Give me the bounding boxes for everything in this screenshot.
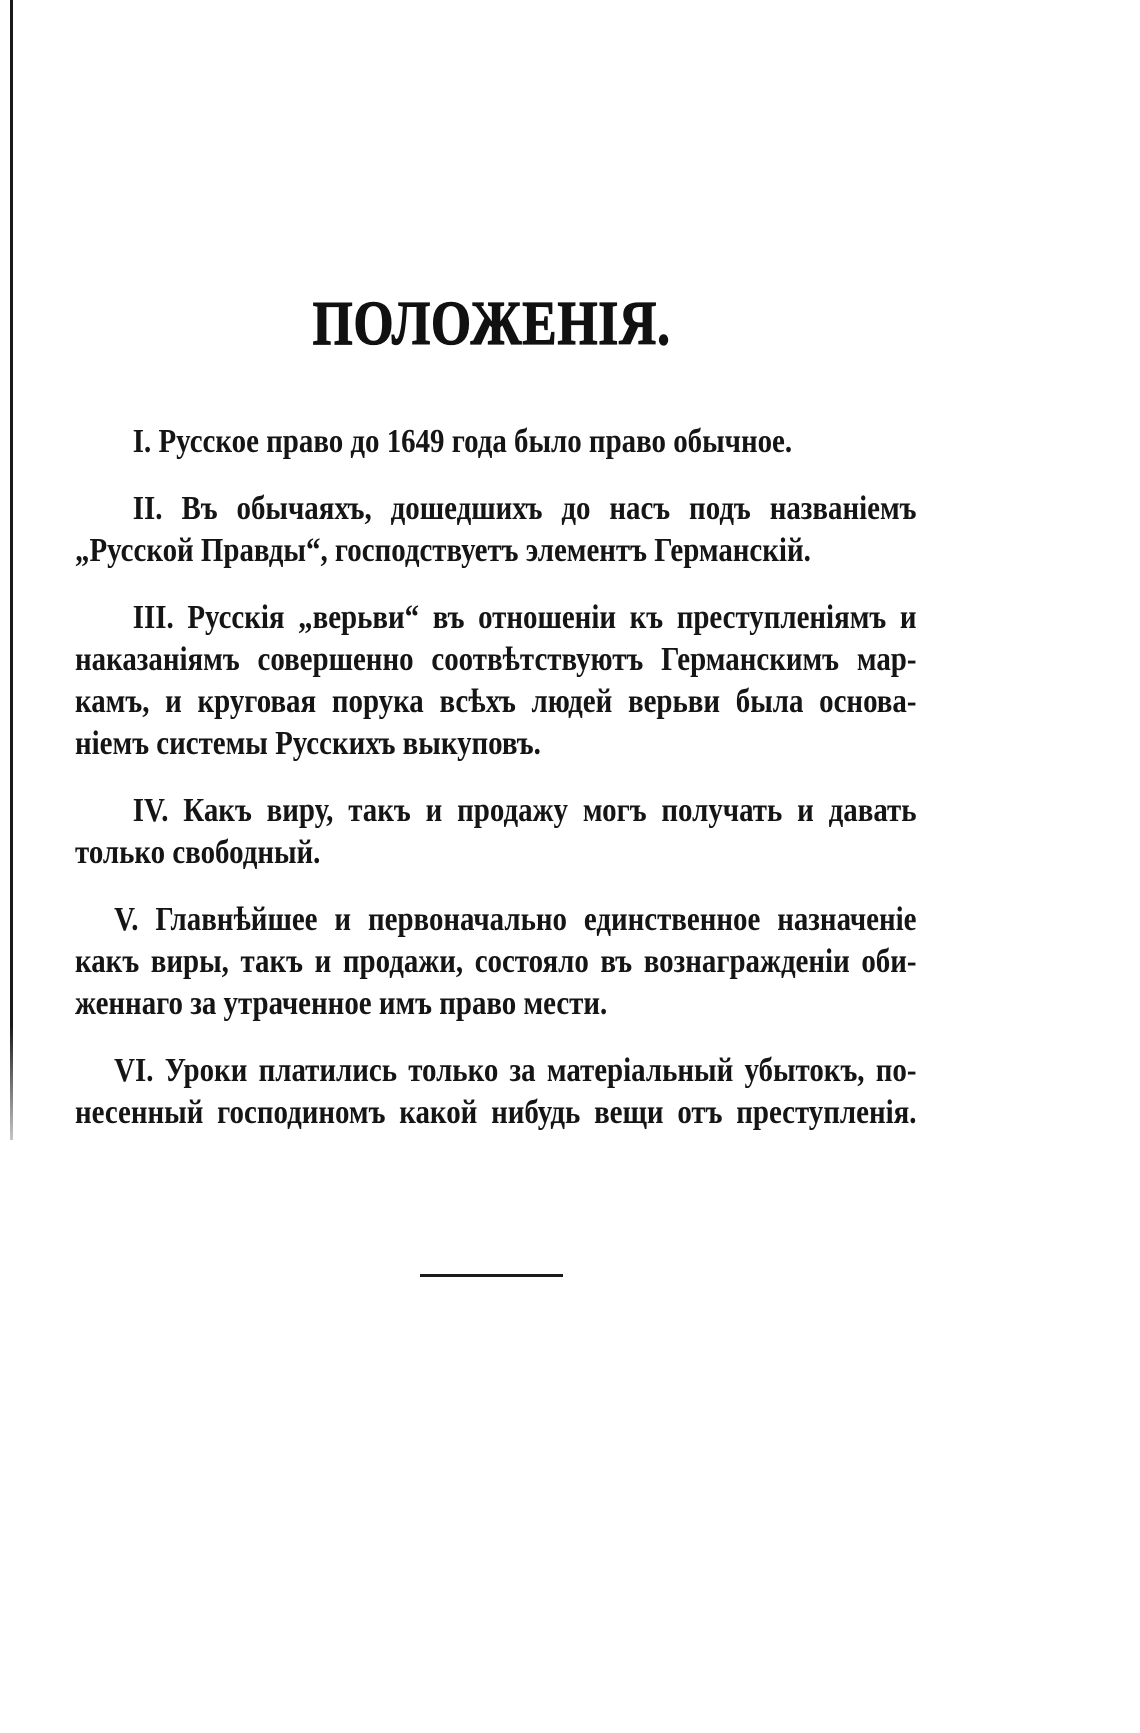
- thesis-number: V.: [114, 901, 139, 938]
- thesis-number: IV.: [132, 792, 169, 829]
- page-title-text: ПОЛОЖЕНІЯ.: [312, 290, 672, 358]
- page-title: [75, 290, 909, 358]
- page-edge-line: [10, 0, 13, 1140]
- thesis-line: камъ, и круговая порука всѣхъ людей верьви была основа-: [75, 683, 917, 720]
- thesis-number: II.: [132, 490, 163, 527]
- thesis-line: только свободный.: [75, 834, 321, 871]
- thesis-3: [75, 597, 917, 765]
- thesis-6: [75, 1050, 917, 1134]
- thesis-4: [75, 790, 917, 874]
- thesis-line: ніемъ системы Русскихъ выкуповъ.: [75, 725, 541, 762]
- thesis-line: „Русской Правды“, господствуетъ элементъ Германскій.: [75, 532, 811, 569]
- thesis-line: [75, 421, 917, 463]
- thesis-line: [75, 790, 917, 832]
- thesis-text: Уроки платились только за матеріальный убытокъ, по-: [164, 1052, 917, 1089]
- thesis-text: Главнѣйшее и первоначально единственное назначеніе: [155, 901, 917, 938]
- thesis-text: Русское право до 1649 года было право обычное.: [158, 423, 793, 460]
- closing-rule: [420, 1274, 563, 1277]
- thesis-2: [75, 488, 917, 572]
- thesis-line: женнаго за утраченное имъ право мести.: [75, 985, 608, 1022]
- thesis-text: Въ обычаяхъ, дошедшихъ до насъ подъ названіемъ: [181, 490, 917, 527]
- thesis-number: III.: [132, 599, 174, 636]
- thesis-line: [75, 899, 917, 941]
- thesis-line: [75, 1050, 917, 1092]
- thesis-line: какъ виры, такъ и продажи, состояло въ вознагражденіи оби-: [75, 943, 917, 980]
- thesis-5: [75, 899, 917, 1025]
- thesis-text: Русскія „верьви“ въ отношеніи къ преступленіямъ и: [187, 599, 917, 636]
- thesis-line: несенный господиномъ какой нибудь вещи отъ преступленія.: [75, 1094, 917, 1131]
- thesis-number: VI.: [114, 1052, 154, 1089]
- thesis-text: Какъ виру, такъ и продажу могъ получать и давать: [183, 792, 917, 829]
- thesis-line: [75, 488, 917, 530]
- theses-list: [75, 421, 917, 1134]
- thesis-line: [75, 597, 917, 639]
- thesis-number: I.: [132, 423, 152, 460]
- thesis-line: наказаніямъ совершенно соотвѣтствуютъ Германскимъ мар-: [75, 641, 917, 678]
- thesis-1: [75, 421, 917, 463]
